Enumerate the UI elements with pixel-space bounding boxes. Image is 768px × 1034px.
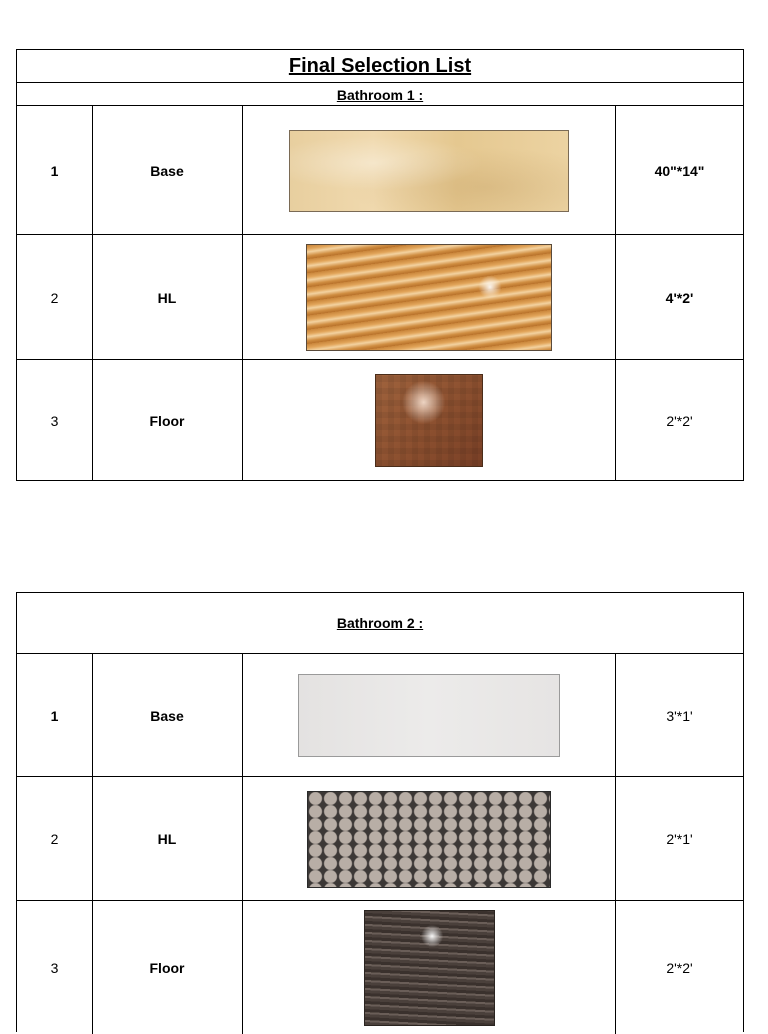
row-number: 3 [17,360,93,481]
tile-image [289,130,569,212]
table-row [17,776,743,901]
table-row [17,653,743,777]
bathroom-1-table [16,49,744,481]
row-number: 2 [17,777,93,901]
tile-size: 2'*2' [666,412,693,429]
tile-size: 40"*14" [654,162,705,179]
tile-type: HL [92,777,243,901]
tile-swatch-cell [243,235,616,360]
tile-type: Floor [92,901,243,1034]
tile-swatch-cell [243,106,616,235]
tile-swatch-cell [243,901,616,1034]
tile-type: HL [92,235,243,360]
tile-type: Floor [92,360,243,481]
table-row [17,234,743,360]
section-heading-row [17,593,743,653]
tile-image [306,244,552,351]
tile-swatch-cell [243,777,616,901]
tile-swatch-cell [243,360,616,481]
row-number: 1 [17,654,93,777]
title-row [17,50,743,82]
tile-size: 2'*1' [666,831,693,847]
tile-image [364,910,495,1026]
tile-swatch-cell [243,654,616,777]
section-heading: Bathroom 2 : [336,615,424,631]
tile-image [307,791,551,888]
section-heading: Bathroom 1 : [336,86,424,103]
tile-type: Base [92,106,243,235]
table-row [17,105,743,235]
table-row [17,900,743,1034]
tile-image [375,374,483,467]
tile-size: 3'*1' [666,707,693,724]
bathroom-2-table [16,592,744,1032]
row-number: 2 [17,235,93,360]
tile-size: 2'*2' [666,959,693,976]
tile-size: 4'*2' [665,289,694,306]
section-heading-row [17,82,743,106]
tile-type: Base [92,654,243,777]
row-number: 3 [17,901,93,1034]
table-row [17,359,743,481]
tile-image [298,674,560,757]
page-title: Final Selection List [288,54,472,77]
row-number: 1 [17,106,93,235]
